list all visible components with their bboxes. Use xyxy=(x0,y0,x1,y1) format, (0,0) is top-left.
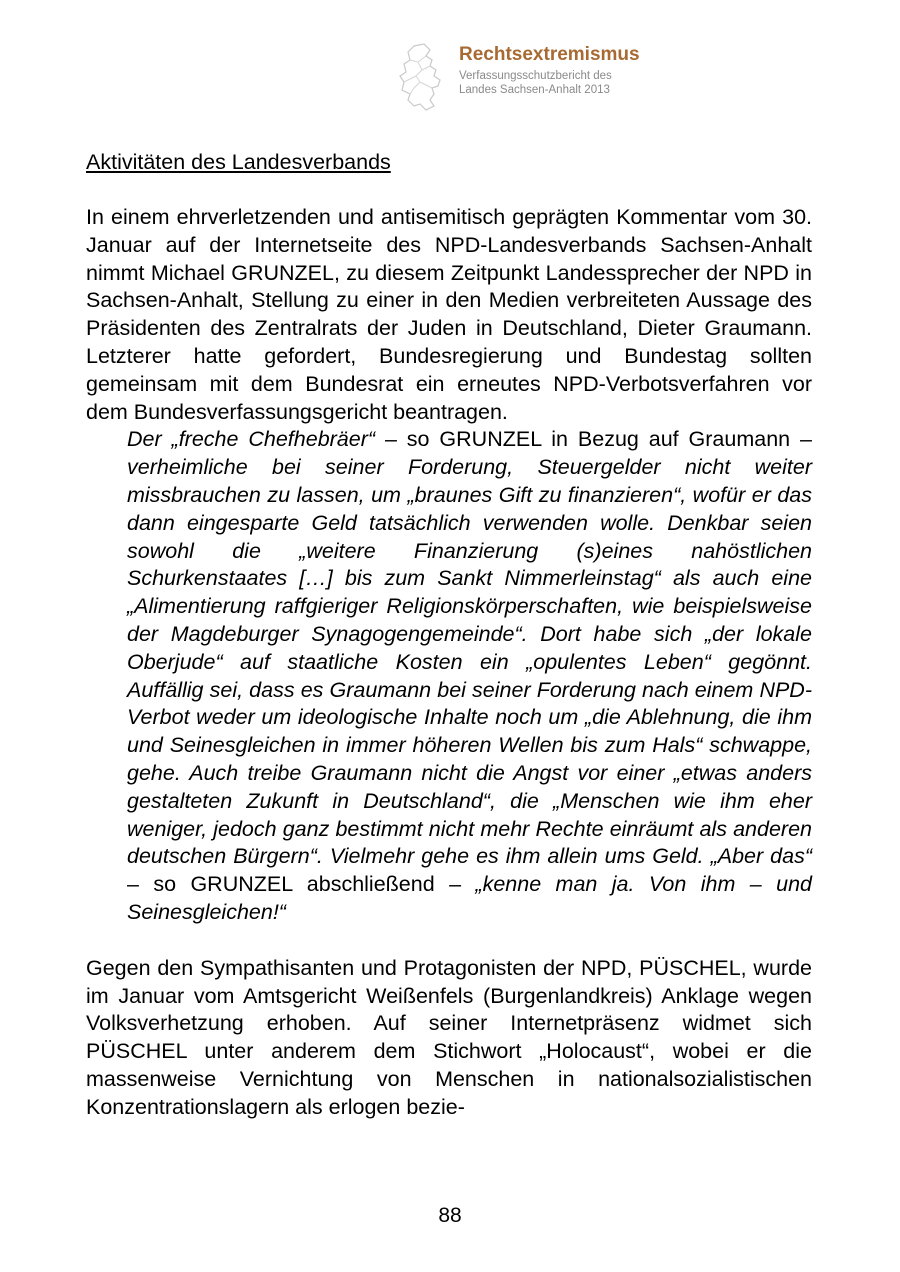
report-subtitle-line1: Verfassungsschutzbericht des xyxy=(459,70,612,82)
block-quote xyxy=(127,426,812,926)
section-heading: Aktivitäten des Landesverbands xyxy=(86,150,391,174)
quote-part-1: Der „freche Chefhebräer“ xyxy=(127,427,376,452)
quote-part-2: verheimliche bei seiner Forderung, Steuergelder nicht weiter missbrauchen zu lassen, um „braunes Gift zu finanzieren“, wofür er das dann eingesparte Geld tatsächlich verwenden wolle. Denkbar seien sowohl die „weitere Finanzierung (s)eines nahöstlichen Schurkenstaates […] bis zum Sankt Nimmerleinstag“ als auch eine „Alimentierung raffgieriger Religionskörperschaften, wie beispielsweise der Magdeburger Synagogengemeinde“. Dort habe sich „der lokale Oberjude“ auf staatliche Kosten ein „opulentes Leben“ gegönnt. Auffällig sei, dass es Graumann bei seiner Forderung nach einem NPD-Verbot weder um ideologische Inhalte noch um „die Ablehnung, die ihm und Seinesgleichen in immer höheren Wellen bis zum Hals“ schwappe, gehe. Auch treibe Graumann nicht die Angst vor einer „etwas anders gestalteten Zukunft in Deutschland“, die „Menschen wie ihm eher weniger, jedoch ganz bestimmt nicht mehr Rechte einräumt als anderen deutschen Bürgern“. Vielmehr gehe es ihm allein ums Geld. „Aber das“ xyxy=(127,455,812,869)
page-header xyxy=(396,42,696,114)
quote-part-3: „kenne man ja. Von ihm – und Seinesgleichen!“ xyxy=(127,872,812,924)
saxony-anhalt-map-icon xyxy=(396,42,454,112)
body-paragraph-1: In einem ehrverletzenden und antisemitisch geprägten Kommentar vom 30. Januar auf der Internetseite des NPD-Landesverbands Sachsen-Anhalt nimmt Michael GRUNZEL, zu diesem Zeitpunkt Landessprecher der NPD in Sachsen-Anhalt, Stellung zu einer in den Medien verbreiteten Aussage des Präsidenten des Zentralrats der Juden in Deutschland, Dieter Graumann. Letzterer hatte gefordert, Bundesregierung und Bundestag sollten gemeinsam mit dem Bundesrat ein erneutes NPD-Verbotsverfahren vor dem Bundesverfassungsgericht beantragen. xyxy=(86,205,812,424)
report-subtitle-line2: Landes Sachsen-Anhalt 2013 xyxy=(459,84,610,96)
body-paragraph-2: Gegen den Sympathisanten und Protagonisten der NPD, PÜSCHEL, wurde im Januar vom Amtsgericht Weißenfels (Burgenlandkreis) Anklage wegen Volksverhetzung erhoben. Auf seiner Internetpräsenz widmet sich PÜSCHEL unter anderem dem Stichwort „Holocaust“, wobei er die massenweise Vernichtung von Menschen in nationalsozialistischen Konzentrationslagern als erlogen bezie- xyxy=(86,955,812,1119)
report-subtitle xyxy=(459,69,612,97)
page-number: 88 xyxy=(438,1204,462,1227)
main-content xyxy=(86,148,812,1122)
quote-interjection-2: – so GRUNZEL abschließend – xyxy=(127,872,476,897)
quote-interjection-1: – so GRUNZEL in Bezug auf Graumann – xyxy=(375,427,812,452)
report-title: Rechtsextremismus xyxy=(459,44,640,65)
